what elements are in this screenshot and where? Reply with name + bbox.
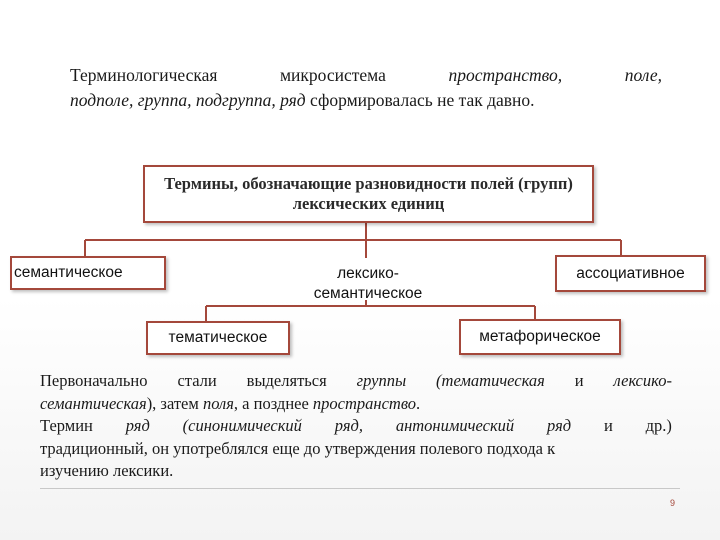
root-node-label: Термины, обозначающие разновидности полей (групп) лексических единиц	[164, 174, 573, 213]
body-word: антонимический	[395, 416, 515, 435]
intro-word: пространство,	[448, 65, 563, 85]
node-thematic-label: тематическое	[168, 329, 268, 346]
body-word: Первоначально	[40, 371, 148, 390]
body-word: и	[603, 416, 613, 435]
body-word: (синонимический	[182, 416, 302, 435]
intro-italic-terms: подполе, группа, подгруппа, ряд	[70, 90, 306, 110]
intro-word: Терминологическая	[70, 65, 218, 85]
body-word: стали	[177, 371, 217, 390]
node-lexsem-line1: лексико-	[337, 265, 399, 282]
node-semantic-label: семантическое	[14, 264, 123, 281]
body-word: лексико-	[613, 371, 672, 390]
node-thematic	[146, 321, 290, 355]
body-italic: семантическая	[40, 393, 147, 413]
body-italic: поля	[202, 393, 234, 413]
intro-rest: сформировалась не так давно.	[305, 90, 535, 110]
node-lexsem-line2: семантическое	[313, 285, 423, 302]
body-word: ряд,	[334, 416, 363, 435]
body-word: и	[574, 371, 584, 390]
body-text: , а позднее	[233, 393, 313, 413]
body-italic: пространство	[312, 393, 417, 413]
body-word: выделяться	[246, 371, 327, 390]
node-semantic	[10, 256, 166, 290]
body-word: др.)	[645, 416, 672, 435]
body-word: группы	[356, 371, 407, 390]
body-line: изучению лексики.	[40, 461, 174, 480]
body-word: Термин	[40, 416, 93, 435]
node-metaphoric-label: метафорическое	[479, 328, 601, 345]
body-word: ряд	[547, 416, 572, 435]
bottom-divider	[40, 488, 680, 489]
slide-number: 9	[670, 498, 676, 508]
intro-word: поле,	[624, 65, 662, 85]
body-word: (тематическая	[436, 371, 545, 390]
body-text: .	[416, 393, 421, 413]
body-line: традиционный, он употреблялся еще до утверждения полевого подхода к	[40, 438, 556, 458]
intro-word: микросистема	[279, 65, 386, 85]
node-metaphoric	[459, 319, 621, 355]
node-associative	[555, 255, 706, 292]
body-text: ), затем	[146, 393, 203, 413]
root-node	[143, 165, 594, 223]
body-word: ряд	[125, 416, 150, 435]
node-lexico-semantic	[296, 258, 440, 310]
body-paragraph	[40, 370, 672, 483]
node-associative-label: ассоциативное	[576, 264, 685, 282]
